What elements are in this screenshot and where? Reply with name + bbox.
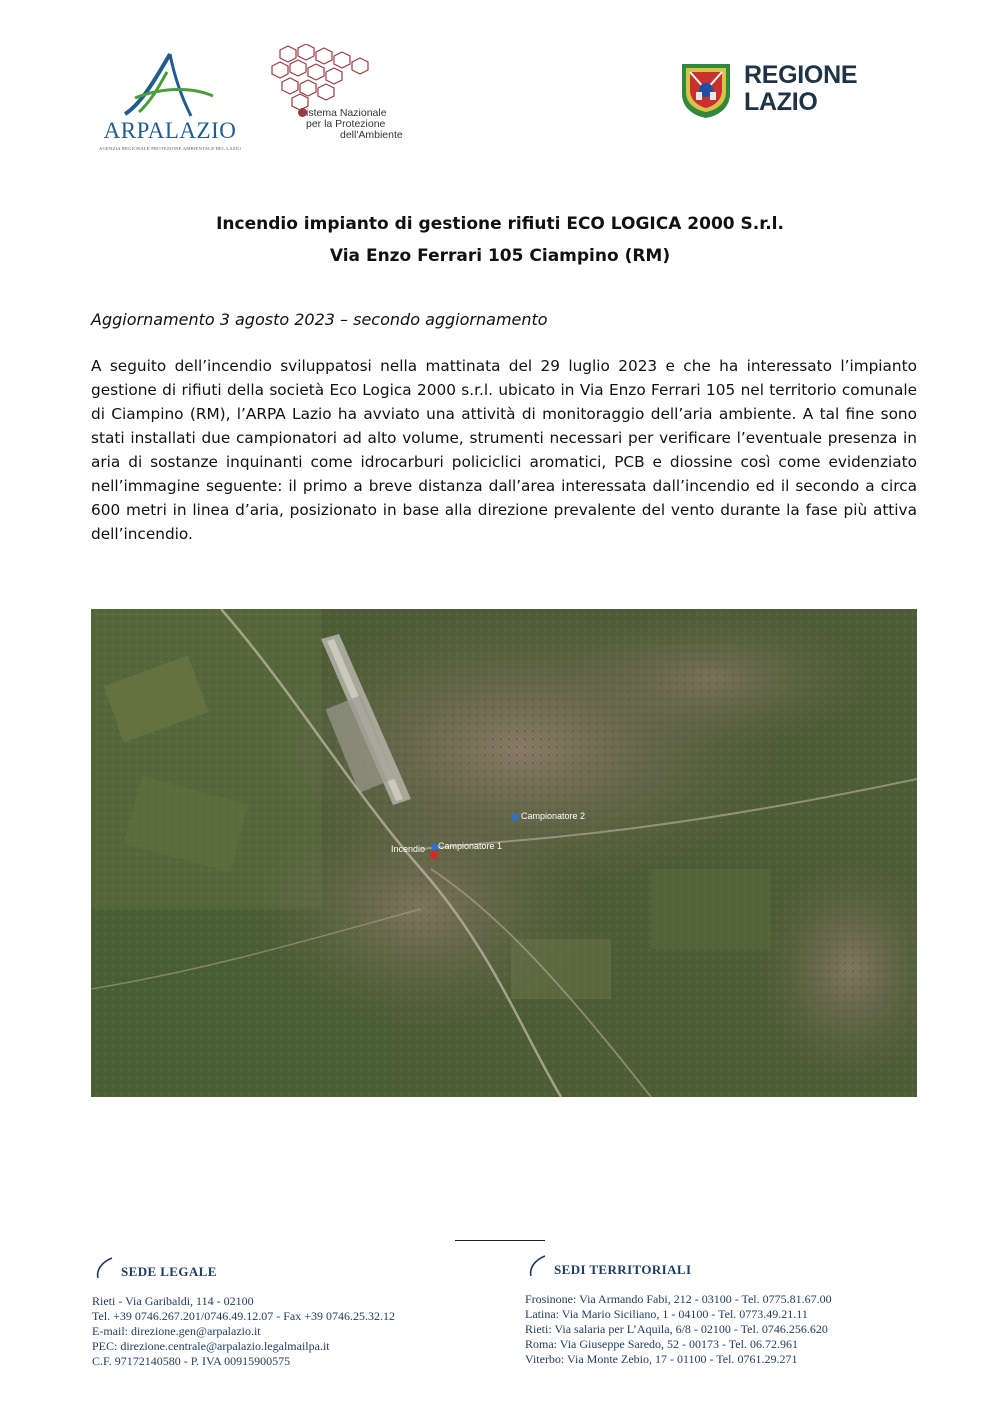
swoosh-icon — [525, 1254, 549, 1278]
sampler-2-marker — [512, 814, 519, 821]
document-title-line-1: Incendio impianto di gestione rifiuti ECO LOGICA 2000 S.r.l. — [216, 214, 784, 234]
snpa-line-2: per la Protezione — [306, 118, 386, 130]
label-incendio: Incendio — [391, 844, 426, 854]
footer-legal-line: PEC: direzione.centrale@arpalazio.legalmailpa.it — [92, 1339, 330, 1353]
footer-legal-line: C.F. 97172140580 - P. IVA 00915900575 — [92, 1354, 291, 1368]
regione-lazio-logo — [678, 60, 878, 122]
label-campionatore-2: Campionatore 2 — [521, 811, 586, 821]
body-paragraph: A seguito dell’incendio sviluppatosi nella mattinata del 29 luglio 2023 e che ha interessato l’impianto gestione di rifiuti della società Eco Logica 2000 s.r.l. ubicato in Via Enzo Ferrari 105 nel territorio comunale di Ciampino (RM), l’ARPA Lazio ha avviato una attività di monitoraggio dell’aria ambiente. A tal fine sono stati installati due campionatori ad alto volume, strumenti necessari per verificare l’eventuale presenza in aria di sostanze inquinanti come idrocarburi policiclici aromatici, PCB e diossine così come evidenziato nell’immagine seguente: il primo a breve distanza dall’area interessata dall’incendio ed il secondo a circa 600 metri in linea d’aria, posizionato in base alla direzione prevalente del vento durante la fase più attiva dell’incendio. — [91, 357, 917, 543]
footer-legal-line: E-mail: direzione.gen@arpalazio.it — [92, 1324, 261, 1338]
footer-legal-heading: SEDE LEGALE — [121, 1264, 217, 1279]
footer-territorial-line: Frosinone: Via Armando Fabi, 212 - 03100 - Tel. 0775.81.67.00 — [525, 1292, 832, 1306]
footer-legal — [92, 1264, 395, 1369]
snpa-line-3: dell'Ambiente — [340, 129, 403, 141]
label-campionatore-1: Campionatore 1 — [438, 841, 503, 851]
footer-territorial-line: Latina: Via Mario Siciliano, 1 - 04100 - Tel. 0773.49.21.11 — [525, 1307, 808, 1321]
footer-territorial-line: Viterbo: Via Monte Zebio, 17 - 01100 - Tel. 0761.29.271 — [525, 1352, 798, 1366]
snpa-line-1: istema Nazionale — [306, 107, 387, 119]
update-subtitle: Aggiornamento 3 agosto 2023 – secondo aggiornamento — [91, 310, 548, 329]
footer-territorial — [525, 1262, 832, 1367]
regione-line-1: REGIONE — [744, 61, 858, 89]
arpalazio-name: ARPALAZIO — [103, 118, 237, 143]
footer-territorial-line: Rieti: Via salaria per L’Aquila, 6/8 - 02100 - Tel. 0746.256.620 — [525, 1322, 828, 1336]
snpa-logo — [268, 44, 438, 152]
satellite-image — [91, 609, 917, 1097]
footer-divider — [455, 1240, 545, 1241]
arpalazio-subtitle: AGENZIA REGIONALE PROTEZIONE AMBIENTALE DEL LAZIO — [98, 146, 242, 151]
swoosh-icon — [92, 1256, 116, 1280]
satellite-map — [91, 609, 917, 1097]
regione-lazio-crest-icon — [678, 60, 734, 120]
snpa-hexagon-icon — [268, 44, 378, 116]
regione-line-2: LAZIO — [744, 88, 818, 116]
fire-marker — [430, 851, 438, 859]
arpalazio-emblem-icon — [95, 50, 245, 120]
footer-territorial-heading: SEDI TERRITORIALI — [554, 1262, 692, 1277]
footer-legal-line: Rieti - Via Garibaldi, 114 - 02100 — [92, 1294, 254, 1308]
footer-legal-line: Tel. +39 0746.267.201/0746.49.12.07 - Fax +39 0746.25.32.12 — [92, 1309, 396, 1323]
document-title-line-2: Via Enzo Ferrari 105 Ciampino (RM) — [329, 246, 671, 266]
arpalazio-logo — [95, 50, 245, 160]
footer-territorial-line: Roma: Via Giuseppe Saredo, 52 - 00173 - Tel. 06.72.961 — [525, 1337, 798, 1351]
